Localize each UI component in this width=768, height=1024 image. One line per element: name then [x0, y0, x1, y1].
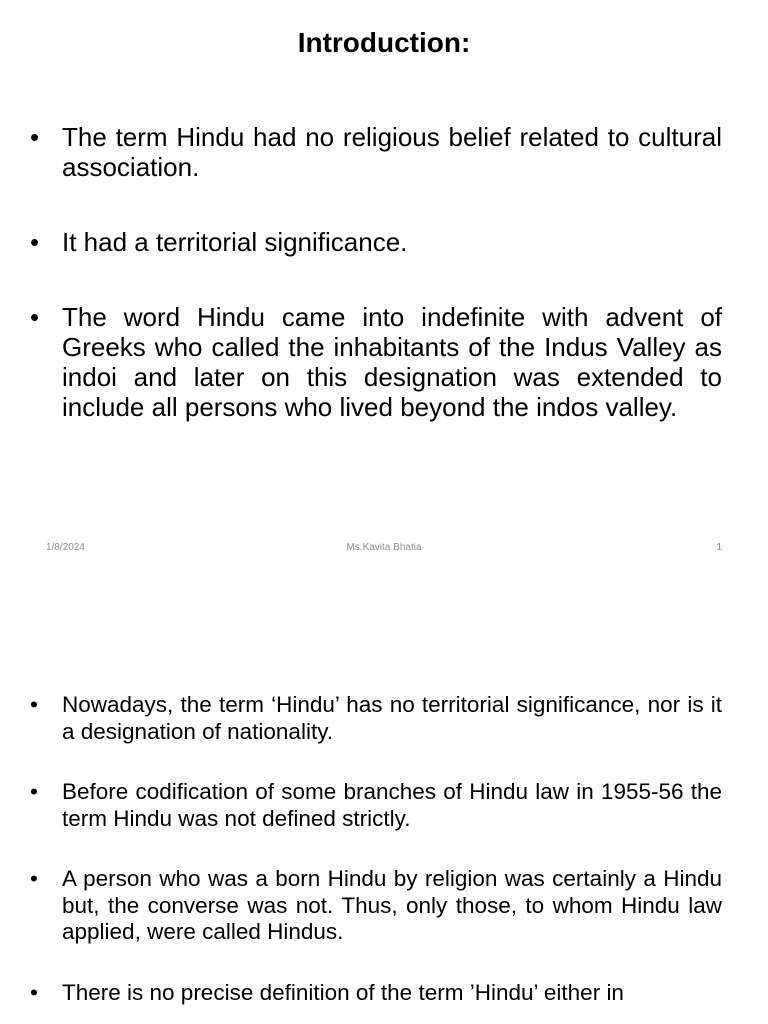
- bullet-item: [30, 980, 722, 1007]
- bullet-item: [30, 302, 722, 422]
- bullet-text: Nowadays, the term ‘Hindu’ has no territorial significance, nor is it a designation of nationality.: [62, 692, 722, 744]
- bullet-item: [30, 866, 722, 946]
- bullet-text: It had a territorial significance.: [62, 227, 408, 257]
- bullet-text: The term Hindu had no religious belief related to cultural association.: [62, 122, 722, 182]
- slide-2: [0, 576, 768, 1024]
- bullet-icon: •: [30, 866, 38, 891]
- bullet-text: A person who was a born Hindu by religion was certainly a Hindu but, the converse was not. Thus, only those, to whom Hindu law applied, were called Hindus.: [62, 866, 722, 944]
- footer-date: 1/8/2024: [46, 542, 85, 553]
- bullet-text: Before codification of some branches of Hindu law in 1955-56 the term Hindu was not defined strictly.: [62, 779, 722, 831]
- bullet-text: The word Hindu came into indefinite with advent of Greeks who called the inhabitants of the Indus Valley as indoi and later on this designation was extended to include all persons who lived beyond the indos valley.: [62, 302, 722, 422]
- slide-footer: [0, 542, 768, 556]
- bullet-icon: •: [30, 779, 38, 804]
- bullet-item: [30, 779, 722, 832]
- footer-author: Ms.Kavita Bhatia: [346, 542, 422, 553]
- slide-title: Introduction:: [297, 27, 471, 58]
- bullet-item: [30, 227, 722, 257]
- bullet-icon: •: [30, 302, 40, 332]
- footer-page-number: 1: [716, 542, 722, 553]
- bullet-text: There is no precise definition of the term ’Hindu’ either in: [62, 979, 624, 1005]
- bullet-icon: •: [30, 227, 40, 257]
- bullet-item: [30, 122, 722, 182]
- bullet-icon: •: [30, 979, 38, 1005]
- bullet-item: [30, 692, 722, 745]
- bullet-icon: •: [30, 122, 40, 152]
- bullet-list: [30, 122, 722, 467]
- bullet-list: [30, 692, 722, 1024]
- bullet-icon: •: [30, 692, 38, 717]
